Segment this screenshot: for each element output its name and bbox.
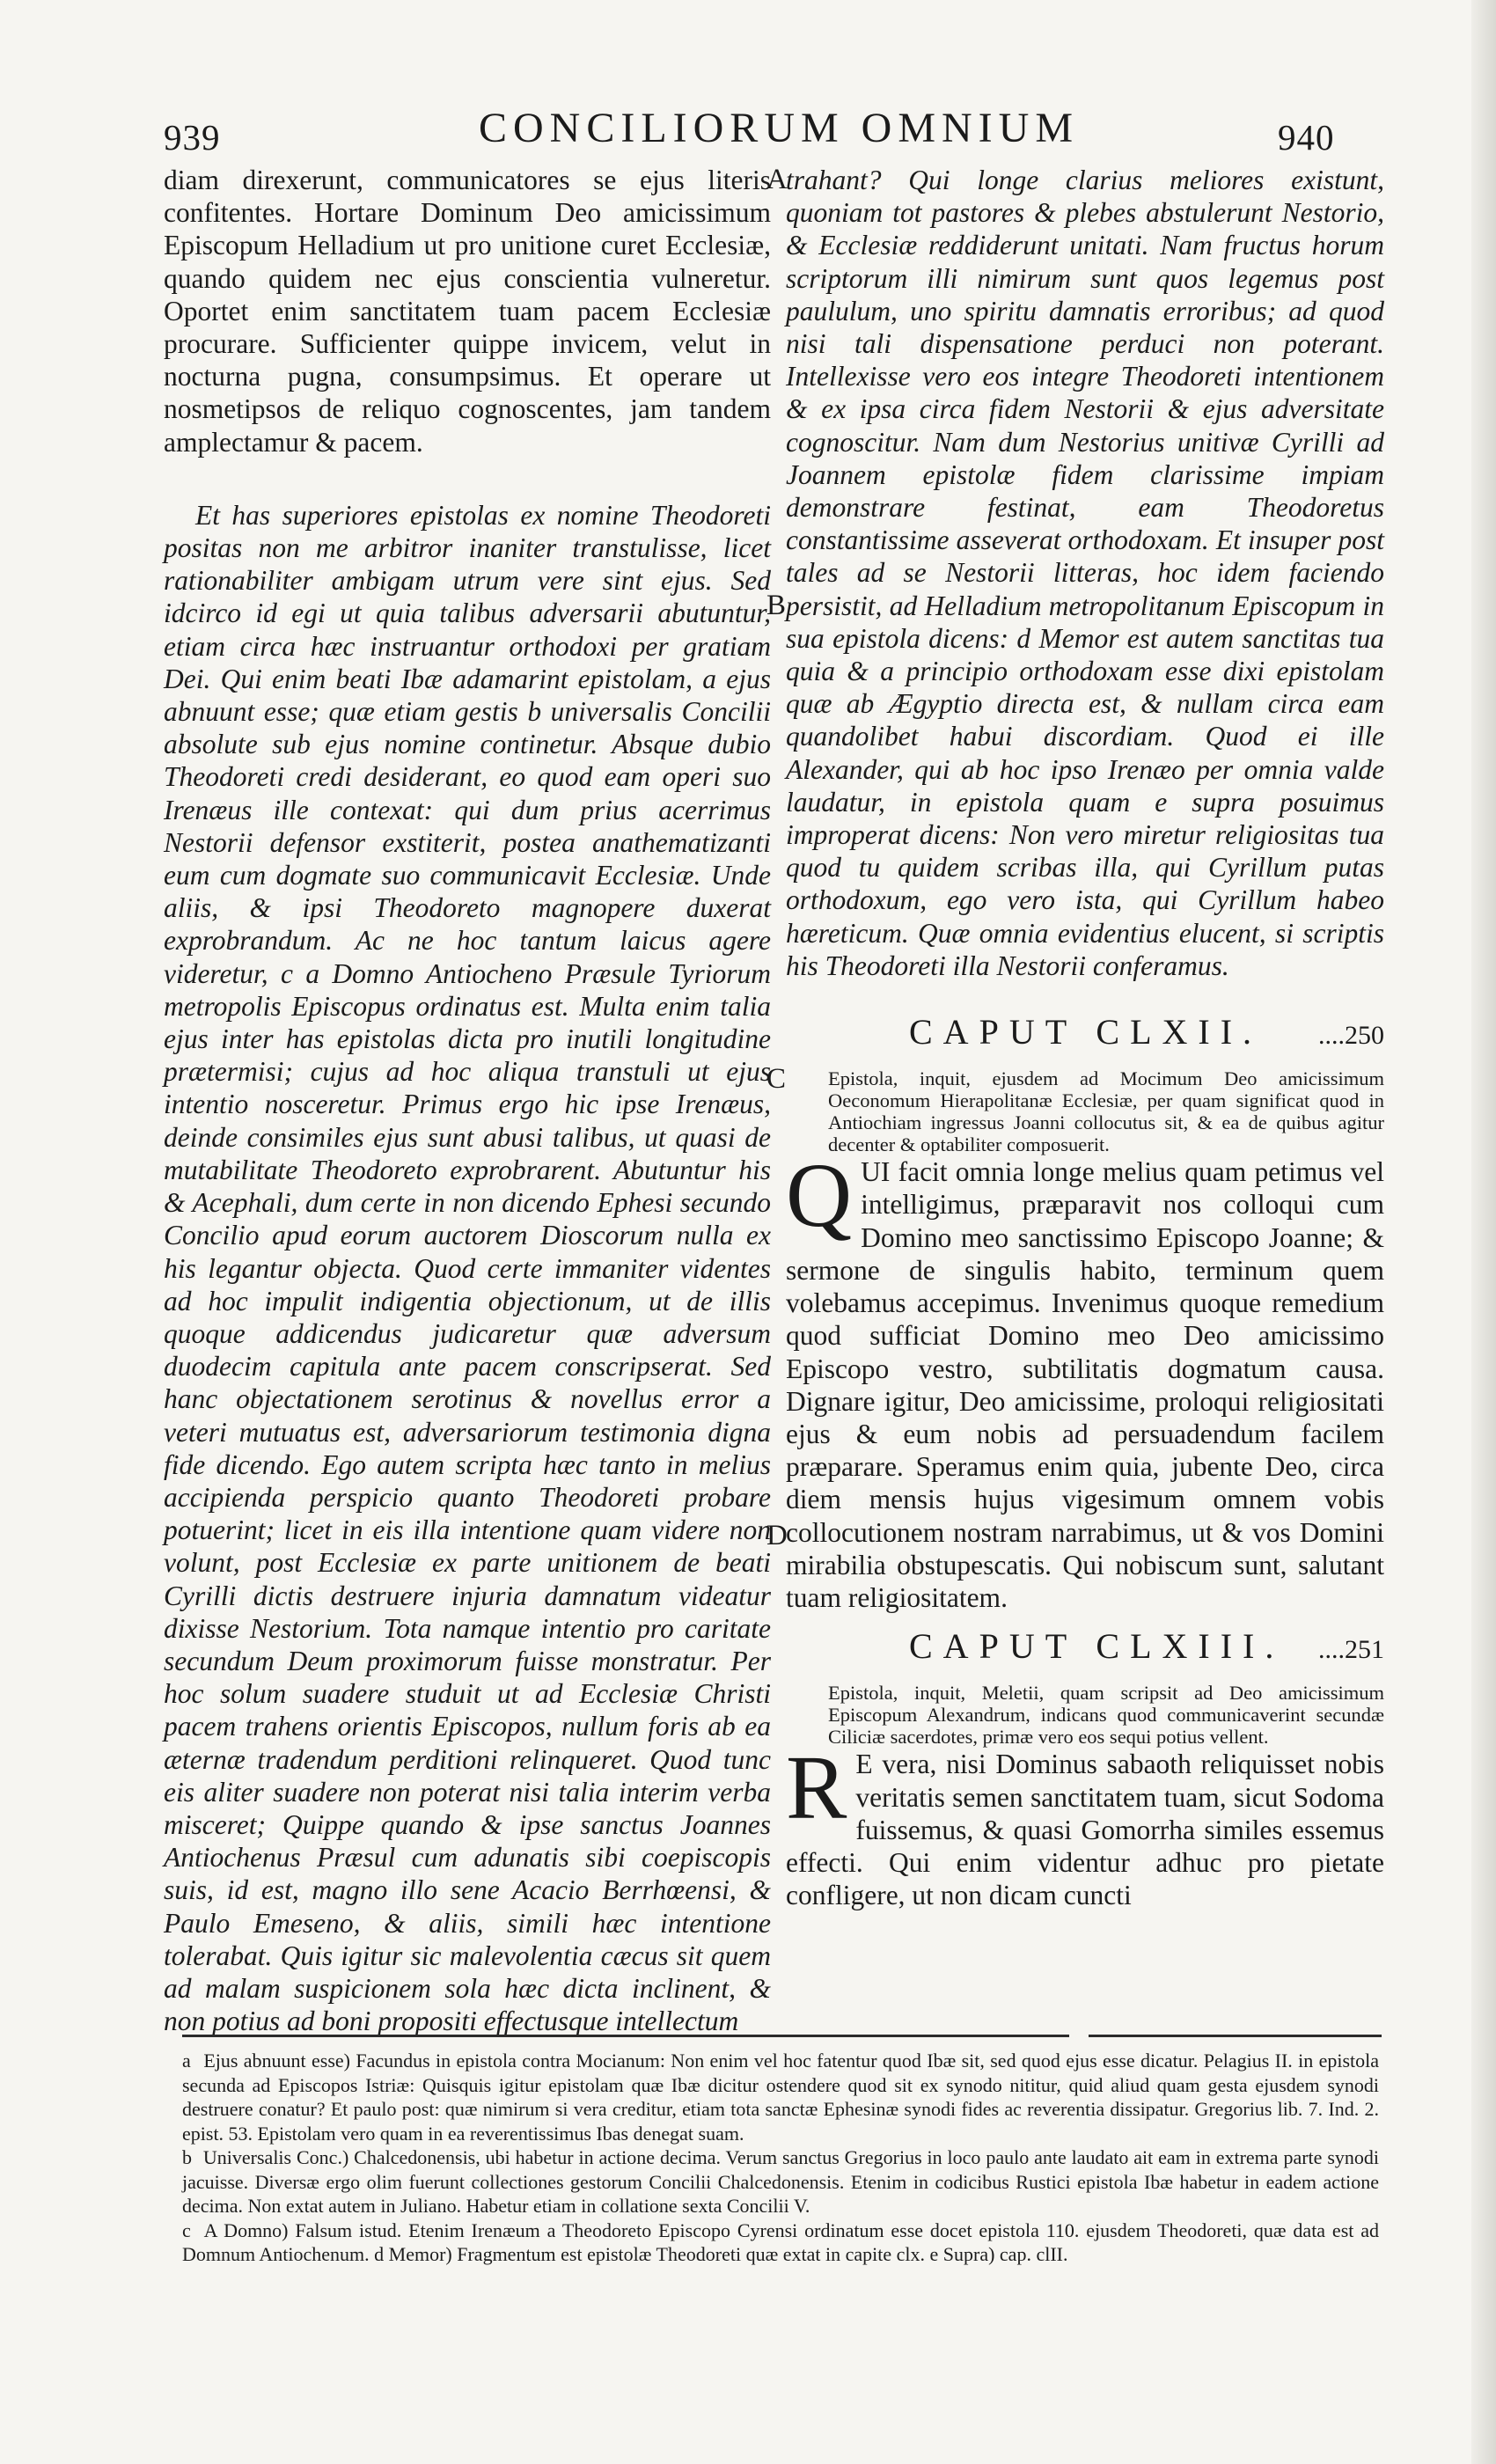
- dropcap-163: R: [786, 1737, 847, 1839]
- chapter-number-162: ....250: [1318, 1021, 1384, 1051]
- margin-letter-a: A: [766, 164, 788, 195]
- margin-letter-d: D: [766, 1520, 788, 1551]
- footnote-text: Ejus abnuunt esse) Facundus in epistola contra Mocianum: Non enim vel hoc fatentur quod Ibæ sit, sed quod ejus esse dicatur. Pelagius II. in epistola secunda ad Episcopos Istriæ: Quisquis igitur epistolam quæ Ibæ dicitur ostendere quod sit ex synodo nititur, quid aliud quam gesta ejusdem synodi destruere conatur? Et paulo post: quæ nimirum si vera creditur, etiam tota sanctæ Ephesinæ synodi fides ac reverentia dissipatur. Gregorius lib. 7. Ind. 2. epist. 53. Epistolam vero quam in ea reverentissimus Ibas denegat suam.: [182, 2050, 1380, 2145]
- chapter-heading-162: [786, 1012, 1384, 1052]
- footnote-c: [182, 2218, 1379, 2267]
- page-edge: [1471, 0, 1496, 2464]
- footnote-text: Universalis Conc.) Chalcedonensis, ubi habetur in actione decima. Verum sanctus Gregorius in loco paulo ante laudato ait eam in extrema parte synodi jacuisse. Diversæ ergo olim fuerunt collectiones gestorum Concilii Chalcedonensis. Etenim in codicibus Rustici epistola Ibæ habetur in eadem actione decima. Non extat autem in Juliano. Habetur etiam in collatione sexta Concilii V.: [182, 2146, 1379, 2217]
- chapter-number-163: ....251: [1318, 1635, 1384, 1665]
- left-italic-commentary: Et has superiores epistolas ex nomine Theodoreti positas non me arbitror inaniter transtulisse, licet rationabiliter ambigam utrum vere sint ejus. Sed idcirco id egi ut quia talibus adversarii abutuntur, etiam circa hæc instruantur orthodoxi per gratiam Dei. Qui enim beati Ibæ adamarint epistolam, a ejus abnuunt esse; quæ etiam gestis b universalis Concilii absolute sub ejus nomine continetur. Absque dubio Theodoreti credi desiderant, eo quod eam operi suo Irenæus ille contexat: qui dum prius acerrimus Nestorii defensor exstiterit, postea anathematizanti eum cum dogmate suo communicavit Ecclesiæ. Unde aliis, & ipsi Theodoreto magnopere duxerat exprobrandum. Ac ne hoc tantum laicus agere videretur, c a Domno Antiocheno Præsule Tyriorum metropolis Episcopus ordinatus est. Multa enim talia ejus inter has epistolas dicta pro inutili longitudine prætermisi; cujus ad hoc aliqua transtuli ut ejus intentio nosceretur. Primus ergo hic ipse Irenæus, deinde consimiles ejus sunt abusi talibus, ut quasi de mutabilitate Theodoreto exprobrarent. Abutuntur his & Acephali, dum certe in non dicendo Ephesi secundo Concilio apud eorum auctorem Dioscorum nulla ex his legantur objecta. Quod certe immaniter videntes ad hoc impulit indigentia objectionum, ut de illis quoque addicendus judicaretur quæ adversum duodecim capitula ante pacem conscripserat. Sed hanc objectationem serotinus & novellus error a veteri mutuatus est, adversariorum testimonia digna fide dicendo. Ego autem scripta hæc tanto in melius accipienda perspicio quanto Theodoreti probare potuerint; licet in eis illa intentione quam videre non volunt, post Ecclesiæ ex parte unitionem de beati Cyrilli dictis destruere injuria damnatum videatur dixisse Nestorium. Tota namque intentio pro caritate secundum Deum proximorum fuisse monstratur. Per hoc solum suadere studuit ut ad Ecclesiæ Christi pacem trahens orientis Episcopos, nullum foris ab ea æternæ tradendum perditioni relinqueret. Quod tunc eis aliter suadere non poterat nisi talia interim verba misceret; Quippe quando & ipse sanctus Joannes Antiochenus Præsul cum adunatis sibi coepiscopis suis, id est, magno illo sene Acacio Berrhœensi, & Paulo Emeseno, & aliis, simili hæc intentione tolerabat. Quis igitur sic malevolentia cæcus sit quem ad malam suspicionem sola hæc dicta inclinent, & non potius ad boni propositi effectusque intellectum: [164, 499, 771, 2037]
- left-intro-paragraph: diam direxerunt, communicatores se ejus literis confitentes. Hortare Dominum Deo amicissimum Episcopum Helladium ut pro unitione curet Ecclesiæ, quando quidem nec ejus conscientia vulneretur. Oportet enim sanctitatem tuam pacem Ecclesiæ procurare. Sufficienter quippe invicem, velut in nocturna pugna, consumpsimus. Et operare ut nosmetipsos de reliquo cognoscentes, jam tandem amplectamur & pacem.: [164, 165, 771, 458]
- footnote-a: [182, 2049, 1379, 2145]
- footnote-text: A Domno) Falsum istud. Etenim Irenæum a Theodoreto Episcopo Cyrensi ordinatum esse docet epistola 110. ejusdem Theodoreti, quæ data est ad Domnum Antiochenum. d Memor) Fragmentum est epistolæ Theodoreti quæ extat in capite clx. e Supra) cap. clII.: [182, 2218, 1379, 2265]
- footnote-b: [182, 2145, 1379, 2218]
- chapter-title-163: CAPUT CLXIII.: [909, 1626, 1285, 1667]
- page-number-right: 940: [1278, 117, 1335, 158]
- footnote-mark: c: [182, 2218, 191, 2241]
- footnote-mark: a: [182, 2050, 191, 2072]
- chapter-text-162: UI facit omnia longe melius quam petimus vel intelligimus, præparavit nos colloqui cum Domino meo sanctissimo Episcopo Joanne; & sermone de singulis habito, terminum quem volebamus accepimus. Invenimus quoque remedium quod sufficiat Domino meo Deo amicissimo Episcopo vestro, subtilitatis dogmatum causa. Dignare igitur, Deo amicissime, proloqui religiositati ejus & eum nobis ad persuadendum facilem præparare. Speramus enim quia, jubente Deo, circa diem mensis hujus vigesimum omnem vobis collocutionem nostram narrabimus, ut & vos Domini mirabilia obstupescatis. Qui nobiscum sunt, salutant tuam religiositatem.: [786, 1156, 1384, 1613]
- chapter-heading-163: [786, 1626, 1384, 1667]
- right-italic-commentary: trahant? Qui longe clarius meliores existunt, quoniam tot pastores & plebes abstulerunt Nestorio, & Ecclesiæ reddiderunt unitati. Nam fructus horum scriptorum illi nimirum sunt quos legemus post paululum, uno spiritu damnatis erroribus; ad quod nisi tali dispensatione perduci non poterant. Intellexisse vero eos integre Theodoreti intentionem & ex ipsa circa fidem Nestorii & ejus adversitate cognoscitur. Nam dum Nestorius unitivæ Cyrilli ad Joannem epistolæ fidem clarissime impiam demonstrare festinat, eam Theodoretus constantissime asseverat orthodoxam. Et insuper post tales ad se Nestorii litteras, hoc idem faciendo persistit, ad Helladium metropolitanum Episcopum in sua epistola dicens: d Memor est autem sanctitas tua quia & a principio orthodoxam esse dixi epistolam quæ ab Ægyptio directa est, & nullam circa eam quandolibet habui discordiam. Quod ei ille Alexander, qui ab hoc ipso Irenæo per omnia valde laudatur, in epistola quam e supra posuimus improperat dicens: Non vero miretur religiositas tua quod tu quidem scribas illa, qui Cyrillum putas orthodoxum, ego vero ista, qui Cyrillum habeo hæreticum. Quæ omnia evidentius elucent, si scriptis his Theodoreti illa Nestorii conferamus.: [786, 165, 1384, 981]
- chapter-text-163: E vera, nisi Dominus sabaoth reliquisset nobis veritatis semen sanctitatem tuam, sicut Sodoma fuissemus, & quasi Gomorrha similes essemus effecti. Qui enim videntur adhuc pro pietate confligere, ut non dicam cuncti: [786, 1749, 1384, 1911]
- chapter-body-163: [786, 1737, 1384, 1911]
- footnote-rule-left: [182, 2035, 1069, 2037]
- chapter-summary-162: Epistola, inquit, ejusdem ad Mocimum Deo amicissimum Oeconomum Hierapolitanæ Ecclesiæ, per quam significat quod in Antiochiam ingressus Joanni collocutus sit, & ea de quibus agitur decenter & optabiliter composuerit.: [828, 1067, 1384, 1156]
- right-column: [786, 164, 1384, 1911]
- dropcap-162: Q: [786, 1145, 853, 1247]
- running-title: CONCILIORUM OMNIUM: [478, 105, 1079, 151]
- footnote-rule-right: [1089, 2035, 1382, 2037]
- left-column: [164, 164, 771, 2037]
- chapter-summary-163: Epistola, inquit, Meletii, quam scripsit ad Deo amicissimum Episcopum Alexandrum, indicans quod communicaverint secundæ Ciliciæ sacerdotes, primæ vero eos sequi potius vellent.: [828, 1682, 1384, 1749]
- footnote-mark: b: [182, 2146, 192, 2168]
- footnotes: [182, 2049, 1379, 2267]
- margin-letter-b: B: [766, 590, 787, 621]
- chapter-title-162: CAPUT CLXII.: [909, 1012, 1263, 1052]
- margin-letter-c: C: [766, 1063, 787, 1095]
- page-number-left: 939: [164, 117, 221, 158]
- chapter-body-162: [786, 1145, 1384, 1614]
